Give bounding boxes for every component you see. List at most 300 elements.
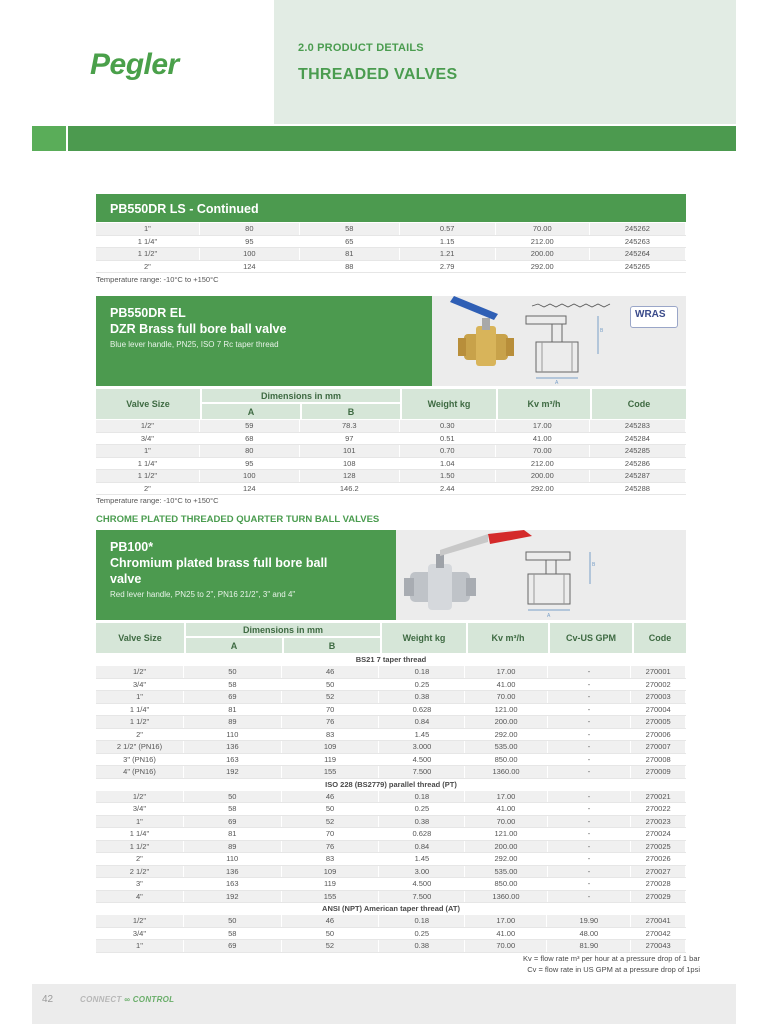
tagline-control: CONTROL (132, 995, 175, 1004)
page-number: 42 (42, 994, 54, 1005)
table-cell: 3/4" (96, 803, 183, 816)
table-cell: 110 (183, 853, 281, 866)
pb100-col-weight: Weight kg (382, 623, 466, 653)
table-cell: 1/2" (96, 666, 184, 678)
table-cell: 70.00 (465, 940, 547, 953)
table-cell: 136 (184, 741, 282, 754)
table-cell: 292.00 (495, 482, 589, 495)
table-cell: 535.00 (465, 865, 547, 878)
table-cell: 146.2 (299, 482, 399, 495)
table-cell: 50 (281, 803, 379, 816)
table-cell: - (547, 666, 631, 678)
table-cell: 245265 (589, 260, 685, 273)
table-cell: 0.70 (399, 445, 495, 458)
table-cell: - (547, 728, 631, 741)
table-cell: 119 (281, 753, 379, 766)
table-cell: 245284 (589, 432, 685, 445)
table-cell: 124 (199, 260, 299, 273)
table-cell: 0.38 (379, 815, 465, 828)
table-cell: 2" (96, 482, 199, 495)
table-cell: 4.500 (379, 753, 465, 766)
table-cell: 0.25 (379, 927, 465, 940)
table-cell: 3.00 (379, 865, 465, 878)
table-cell: 52 (281, 940, 379, 953)
table-row (96, 691, 686, 704)
pegler-logo: Pegler (90, 48, 179, 81)
table-cell: 7.500 (379, 766, 465, 779)
table-row (96, 853, 686, 866)
table-cell: 0.25 (379, 678, 465, 691)
table-cell: - (547, 678, 631, 691)
table-cell: 270026 (631, 853, 686, 866)
col-kv: Kv m³/h (498, 389, 590, 419)
table-cell: 163 (184, 753, 282, 766)
pb100-image-block (396, 530, 686, 620)
svg-text:B: B (592, 562, 596, 568)
pb550dr-ls-title: PB550DR LS - Continued (110, 202, 259, 216)
table-row (96, 915, 686, 927)
table-cell: 270043 (631, 940, 686, 953)
pb100-header (96, 623, 686, 653)
table-cell: 1 1/2" (96, 840, 183, 853)
table-cell: 1" (96, 223, 199, 235)
table-cell: 80 (199, 223, 299, 235)
table-cell: 70.00 (465, 691, 547, 704)
pb550dr-ls-header (96, 194, 686, 222)
table-cell: 78.3 (299, 420, 399, 432)
table-cell: 270009 (631, 766, 686, 779)
table-cell: 192 (184, 766, 282, 779)
table-cell: 95 (199, 457, 299, 470)
table-cell: 245285 (589, 445, 685, 458)
tagline-connect: CONNECT (80, 995, 122, 1004)
col-a: A (202, 404, 300, 419)
table-cell: - (547, 766, 631, 779)
pb550dr-el-image-block (432, 296, 686, 386)
table-cell: 292.00 (465, 853, 547, 866)
thread-group-label: ANSI (NPT) American taper thread (AT) (96, 903, 686, 915)
table-cell: 1/2" (96, 420, 199, 432)
pb550dr-el-code: PB550DR EL (110, 306, 186, 320)
table-row (96, 432, 686, 445)
table-cell: 46 (281, 666, 379, 678)
table-cell: 81 (299, 248, 399, 261)
table-cell: 0.25 (379, 803, 465, 816)
table-cell: 128 (299, 470, 399, 483)
pb100-code: PB100* (110, 540, 154, 554)
table-row (96, 482, 686, 495)
table-cell: 83 (281, 853, 379, 866)
table-cell: 17.00 (465, 791, 547, 803)
table-cell: 200.00 (495, 248, 589, 261)
table-row (96, 420, 686, 432)
table-row (96, 840, 686, 853)
table-cell: 2 1/2" (96, 865, 183, 878)
table-cell: 95 (199, 235, 299, 248)
table-cell: 0.18 (379, 666, 465, 678)
pb100-hero (96, 530, 686, 620)
table-row (96, 828, 686, 841)
table-cell: 58 (183, 927, 281, 940)
table-cell: 109 (281, 741, 379, 754)
wras-badge (630, 306, 678, 328)
table-cell: 4" (PN16) (96, 766, 184, 779)
table-cell: 270023 (631, 815, 686, 828)
table-cell: 110 (184, 728, 282, 741)
table-cell: - (547, 716, 631, 729)
link-icon: ∞ (124, 995, 133, 1004)
table-cell: 1" (96, 815, 183, 828)
table-cell: 270008 (631, 753, 686, 766)
table-cell: 0.84 (379, 840, 465, 853)
table-cell: 245286 (589, 457, 685, 470)
table-cell: 2" (96, 260, 199, 273)
table-cell: - (547, 691, 631, 704)
table-cell: 270024 (631, 828, 686, 841)
table-cell: 70 (281, 828, 379, 841)
table-cell: 2.44 (399, 482, 495, 495)
pb100-col-a: A (186, 638, 282, 653)
table-cell: 1 1/4" (96, 703, 184, 716)
table-cell: 270042 (631, 927, 686, 940)
table-cell: - (547, 703, 631, 716)
tagline (80, 995, 174, 1004)
table-cell: 88 (299, 260, 399, 273)
table-cell: 50 (281, 927, 379, 940)
table-cell: - (547, 853, 631, 866)
pb550dr-el-hero (96, 296, 686, 386)
col-weight: Weight kg (402, 389, 496, 419)
table-cell: 292.00 (495, 260, 589, 273)
table-cell: 270003 (631, 691, 686, 704)
pb550dr-ls-temp: Temperature range: -10°C to +150°C (96, 275, 219, 284)
table-cell: 19.90 (547, 915, 631, 927)
table-cell: 270001 (631, 666, 686, 678)
table-cell: 83 (281, 728, 379, 741)
page (32, 0, 736, 1024)
table-cell: 270004 (631, 703, 686, 716)
table-cell: 270021 (631, 791, 686, 803)
table-cell: 58 (299, 223, 399, 235)
table-cell: 3/4" (96, 678, 184, 691)
table-cell: 1 1/4" (96, 457, 199, 470)
table-cell: 2 1/2" (PN16) (96, 741, 184, 754)
col-dimensions: Dimensions in mm (202, 389, 400, 402)
pb100-col-kv: Kv m³/h (468, 623, 548, 653)
table-cell: 17.00 (495, 420, 589, 432)
table-cell: 41.00 (465, 803, 547, 816)
page-title: THREADED VALVES (298, 66, 458, 83)
pb100-col-dimensions: Dimensions in mm (186, 623, 380, 636)
table-row (96, 470, 686, 483)
chrome-section-title: CHROME PLATED THREADED QUARTER TURN BALL VALVES (96, 514, 380, 525)
table-row (96, 766, 686, 779)
table-cell: 3/4" (96, 432, 199, 445)
table-cell: 0.628 (379, 828, 465, 841)
table-row (96, 803, 686, 816)
table-cell: 1 1/2" (96, 716, 184, 729)
table-cell: 50 (183, 791, 281, 803)
table-row (96, 890, 686, 903)
table-cell: 270006 (631, 728, 686, 741)
table-cell: 1.04 (399, 457, 495, 470)
table-row (96, 666, 686, 678)
table-cell: 270027 (631, 865, 686, 878)
table-cell: 245287 (589, 470, 685, 483)
table-cell: 3" (96, 878, 183, 891)
table-cell: 52 (281, 691, 379, 704)
pb100-col-valve-size: Valve Size (96, 623, 184, 653)
table-cell: 50 (184, 666, 282, 678)
red-ball-valve-image (396, 530, 686, 620)
table-cell: 121.00 (465, 828, 547, 841)
table-row (96, 716, 686, 729)
accent-bar-main (68, 126, 736, 151)
table-cell: 97 (299, 432, 399, 445)
table-cell: 2" (96, 728, 184, 741)
table-cell: 46 (281, 791, 379, 803)
table-cell: 0.18 (379, 915, 465, 927)
pb100-col-code: Code (634, 623, 686, 653)
table-cell: 0.38 (379, 940, 465, 953)
table-cell: 245262 (589, 223, 685, 235)
table-cell: - (547, 890, 631, 903)
table-row (96, 728, 686, 741)
table-cell: 1" (96, 445, 199, 458)
table-cell: 7.500 (379, 890, 465, 903)
pb100-col-b: B (284, 638, 380, 653)
table-cell: 292.00 (465, 728, 547, 741)
table-cell: 270022 (631, 803, 686, 816)
table-cell: 2" (96, 853, 183, 866)
pb100-group-table (96, 666, 686, 779)
table-row (96, 927, 686, 940)
table-cell: 0.30 (399, 420, 495, 432)
table-cell: 4" (96, 890, 183, 903)
table-cell: 65 (299, 235, 399, 248)
table-cell: 270028 (631, 878, 686, 891)
pb100-title-block (96, 530, 396, 620)
table-cell: 1360.00 (465, 890, 547, 903)
table-row (96, 753, 686, 766)
table-cell: 89 (184, 716, 282, 729)
table-cell: 1 1/4" (96, 828, 183, 841)
table-row (96, 703, 686, 716)
table-row (96, 678, 686, 691)
table-cell: 76 (281, 840, 379, 853)
table-cell: 70 (281, 703, 379, 716)
table-cell: 3.000 (379, 741, 465, 754)
table-row (96, 457, 686, 470)
table-cell: 270029 (631, 890, 686, 903)
footer-bar (32, 984, 736, 1024)
table-cell: - (547, 815, 631, 828)
table-cell: 212.00 (495, 457, 589, 470)
pb550dr-el-title-block (96, 296, 432, 386)
footnote-cv: Cv = flow rate in US GPM at a pressure drop of 1psi (527, 965, 700, 974)
table-cell: 81.90 (547, 940, 631, 953)
svg-text:A: A (555, 380, 559, 386)
footnote-kv: Kv = flow rate m³ per hour at a pressure drop of 1 bar (523, 954, 700, 963)
table-cell: 48.00 (547, 927, 631, 940)
table-row (96, 445, 686, 458)
table-cell: 41.00 (465, 927, 547, 940)
table-row (96, 260, 686, 273)
table-cell: 1.15 (399, 235, 495, 248)
table-cell: 109 (281, 865, 379, 878)
table-cell: 1 1/2" (96, 248, 199, 261)
table-cell: 81 (184, 703, 282, 716)
table-cell: 155 (281, 890, 379, 903)
table-row (96, 741, 686, 754)
table-row (96, 791, 686, 803)
table-cell: 58 (183, 803, 281, 816)
pb100-group-table (96, 791, 686, 904)
pb100-name-line2: valve (110, 572, 142, 586)
table-cell: 1" (96, 940, 183, 953)
table-cell: 1.45 (379, 853, 465, 866)
table-cell: 70.00 (495, 223, 589, 235)
pb550dr-el-name: DZR Brass full bore ball valve (110, 322, 287, 336)
table-cell: 69 (183, 940, 281, 953)
table-cell: 0.18 (379, 791, 465, 803)
table-cell: 1" (96, 691, 184, 704)
table-cell: 52 (281, 815, 379, 828)
table-cell: 0.38 (379, 691, 465, 704)
table-row (96, 878, 686, 891)
table-cell: 850.00 (465, 878, 547, 891)
table-cell: - (547, 803, 631, 816)
table-row (96, 223, 686, 235)
pb550dr-el-temp: Temperature range: -10°C to +150°C (96, 496, 219, 505)
accent-bar-left (32, 126, 66, 151)
table-cell: 80 (199, 445, 299, 458)
table-cell: 1 1/2" (96, 470, 199, 483)
pb100-col-cv: Cv-US GPM (550, 623, 632, 653)
table-cell: 41.00 (465, 678, 547, 691)
table-cell: 270025 (631, 840, 686, 853)
table-cell: 76 (281, 716, 379, 729)
table-cell: 200.00 (495, 470, 589, 483)
wras-label: WRAS (635, 309, 666, 320)
table-cell: 1 1/4" (96, 235, 199, 248)
table-cell: 245288 (589, 482, 685, 495)
table-cell: 17.00 (465, 666, 547, 678)
pb550dr-ls-table (96, 223, 686, 273)
table-row (96, 248, 686, 261)
table-cell: 163 (183, 878, 281, 891)
logo-panel (32, 0, 274, 124)
table-cell: 68 (199, 432, 299, 445)
table-cell: 89 (183, 840, 281, 853)
table-cell: 192 (183, 890, 281, 903)
svg-text:A: A (547, 613, 551, 619)
table-cell: - (547, 791, 631, 803)
section-label: 2.0 PRODUCT DETAILS (298, 42, 424, 54)
table-cell: 121.00 (465, 703, 547, 716)
table-cell: 3/4" (96, 927, 183, 940)
table-cell: 3" (PN16) (96, 753, 184, 766)
table-cell: 0.628 (379, 703, 465, 716)
pb550dr-el-desc: Blue lever handle, PN25, ISO 7 Rc taper thread (110, 340, 279, 349)
table-cell: 1.21 (399, 248, 495, 261)
table-cell: 1/2" (96, 791, 183, 803)
table-cell: - (547, 840, 631, 853)
table-cell: 17.00 (465, 915, 547, 927)
table-cell: 46 (281, 915, 379, 927)
table-cell: - (547, 741, 631, 754)
table-cell: 50 (281, 678, 379, 691)
table-cell: 1/2" (96, 915, 183, 927)
pb100-name-line1: Chromium plated brass full bore ball (110, 556, 328, 570)
table-cell: 0.51 (399, 432, 495, 445)
table-cell: 101 (299, 445, 399, 458)
table-cell: 1.45 (379, 728, 465, 741)
table-cell: 119 (281, 878, 379, 891)
svg-text:B: B (600, 328, 604, 334)
table-cell: 535.00 (465, 741, 547, 754)
table-cell: 58 (184, 678, 282, 691)
table-row (96, 940, 686, 953)
table-cell: 212.00 (495, 235, 589, 248)
table-cell: - (547, 828, 631, 841)
table-cell: 100 (199, 248, 299, 261)
table-cell: 69 (183, 815, 281, 828)
table-cell: 136 (183, 865, 281, 878)
pb550dr-el-table (96, 420, 686, 495)
col-code: Code (592, 389, 686, 419)
table-cell: 155 (281, 766, 379, 779)
thread-group-label: ISO 228 (BS2779) parallel thread (PT) (96, 779, 686, 791)
thread-group-label: BS21 7 taper thread (96, 654, 686, 666)
table-cell: 850.00 (465, 753, 547, 766)
table-cell: 70.00 (465, 815, 547, 828)
table-cell: 69 (184, 691, 282, 704)
table-cell: - (547, 753, 631, 766)
table-cell: 81 (183, 828, 281, 841)
table-cell: 41.00 (495, 432, 589, 445)
table-row (96, 865, 686, 878)
table-cell: 1.50 (399, 470, 495, 483)
table-cell: 124 (199, 482, 299, 495)
col-valve-size: Valve Size (96, 389, 200, 419)
table-cell: 245264 (589, 248, 685, 261)
table-cell: 100 (199, 470, 299, 483)
table-cell: 0.57 (399, 223, 495, 235)
table-cell: 270005 (631, 716, 686, 729)
table-cell: 200.00 (465, 716, 547, 729)
table-cell: 0.84 (379, 716, 465, 729)
table-cell: - (547, 878, 631, 891)
table-cell: 245283 (589, 420, 685, 432)
pb100-group-table (96, 915, 686, 953)
table-cell: 245263 (589, 235, 685, 248)
table-cell: 59 (199, 420, 299, 432)
table-cell: 70.00 (495, 445, 589, 458)
table-cell: 200.00 (465, 840, 547, 853)
pb100-desc: Red lever handle, PN25 to 2", PN16 21/2", 3" and 4" (110, 590, 296, 599)
pb550dr-el-header (96, 389, 686, 419)
table-cell: 2.79 (399, 260, 495, 273)
table-row (96, 235, 686, 248)
table-cell: - (547, 865, 631, 878)
table-cell: 270007 (631, 741, 686, 754)
table-cell: 270002 (631, 678, 686, 691)
table-cell: 270041 (631, 915, 686, 927)
title-panel (274, 0, 736, 124)
table-cell: 50 (183, 915, 281, 927)
table-cell: 108 (299, 457, 399, 470)
